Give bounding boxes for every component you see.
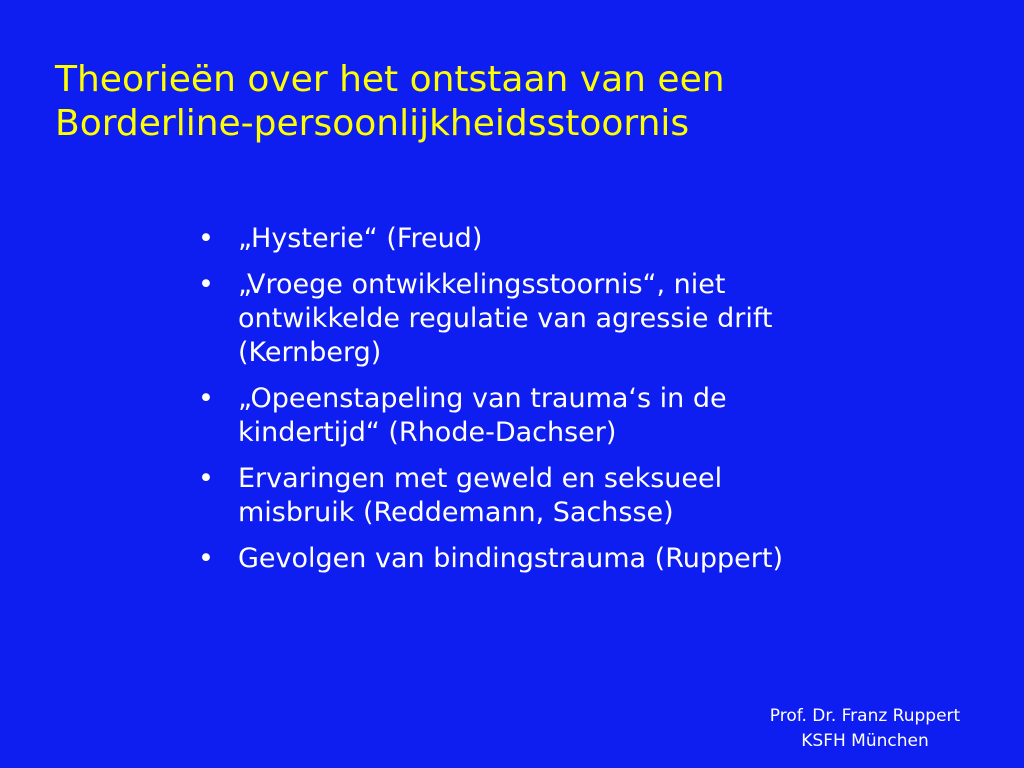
- bullet-dot-icon: •: [198, 463, 214, 494]
- bullet-text: [238, 382, 998, 450]
- bullet-item-kernberg: [198, 268, 998, 370]
- bullet-line: „Hysterie“ (Freud): [238, 223, 483, 254]
- bullet-line: „Opeenstapeling van trauma‘s in de: [238, 383, 727, 414]
- bullet-item-freud: [198, 222, 998, 256]
- slide-title-line-1: Theorieën over het ontstaan van een: [55, 59, 725, 100]
- bullet-item-rhode-dachser: [198, 382, 998, 450]
- bullet-text: [238, 268, 998, 370]
- bullet-dot-icon: •: [198, 383, 214, 414]
- footer-institution: KSFH München: [801, 731, 929, 751]
- bullet-text: [238, 542, 998, 576]
- slide-title-line-2: Borderline-persoonlijkheidsstoornis: [55, 103, 690, 144]
- bullet-dot-icon: •: [198, 269, 214, 300]
- bullet-line: Ervaringen met geweld en seksueel: [238, 463, 723, 494]
- bullet-item-reddemann-sachsse: [198, 462, 998, 530]
- bullet-line: (Kernberg): [238, 337, 382, 368]
- slide-footer: [700, 704, 1024, 754]
- footer-author: Prof. Dr. Franz Ruppert: [769, 706, 961, 726]
- bullet-item-ruppert: [198, 542, 998, 576]
- bullet-dot-icon: •: [198, 543, 214, 574]
- slide-title: [55, 58, 995, 146]
- bullet-list: [198, 222, 998, 588]
- bullet-line: misbruik (Reddemann, Sachsse): [238, 497, 674, 528]
- bullet-dot-icon: •: [198, 223, 214, 254]
- bullet-text: [238, 462, 998, 530]
- bullet-text: [238, 222, 998, 256]
- bullet-line: „Vroege ontwikkelingsstoornis“, niet: [238, 269, 726, 300]
- bullet-line: kindertijd“ (Rhode-Dachser): [238, 417, 617, 448]
- bullet-line: Gevolgen van bindingstrauma (Ruppert): [238, 543, 783, 574]
- bullet-line: ontwikkelde regulatie van agressie drift: [238, 303, 773, 334]
